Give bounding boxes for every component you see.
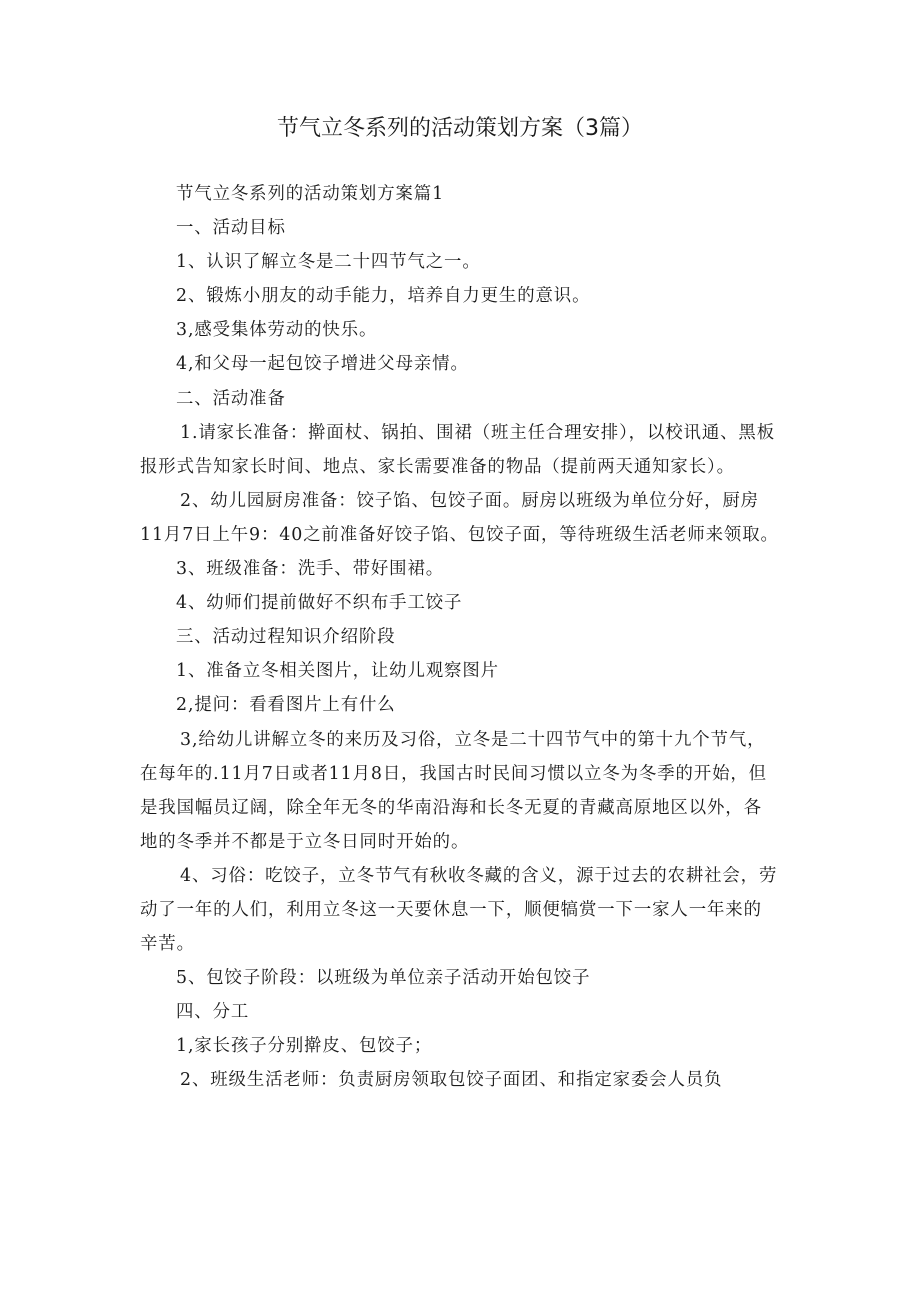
paragraph: 三、活动过程知识介绍阶段 <box>176 627 396 648</box>
paragraph: 1、准备立冬相关图片，让幼儿观察图片 <box>176 661 499 682</box>
paragraph: 2、班级生活老师：负责厨房领取包饺子面团、和指定家委会人员负 <box>180 1070 723 1091</box>
paragraph: 2、锻炼小朋友的动手能力，培养自力更生的意识。 <box>176 286 591 307</box>
paragraph: 二、活动准备 <box>176 388 286 409</box>
paragraph: 4,和父母一起包饺子增进父母亲情。 <box>176 354 469 375</box>
paragraph: 1、认识了解立冬是二十四节气之一。 <box>176 252 481 273</box>
paragraph: 5、包饺子阶段：以班级为单位亲子活动开始包饺子 <box>176 968 591 989</box>
paragraph: 3,感受集体劳动的快乐。 <box>176 320 378 341</box>
paragraph: 3,给幼儿讲解立冬的来历及习俗，立冬是二十四节气中的第十九个节气，在每年的.11月7日或者11月8日，我国古时民间习惯以立冬为冬季的开始，但是我国幅员辽阔，除全年无冬的华南沿海和长冬无夏的青藏高原地区以外，各地的冬季并不都是于立冬日同时开始的。 <box>140 729 767 852</box>
paragraph: 1.请家长准备：擀面杖、锅拍、围裙（班主任合理安排），以校讯通、黑板报形式告知家长时间、地点、家长需要准备的物品（提前两天通知家长）。 <box>140 422 775 477</box>
paragraph: 节气立冬系列的活动策划方案篇1 <box>176 184 445 204</box>
document-body <box>140 177 780 1098</box>
paragraph: 1,家长孩子分别擀皮、包饺子； <box>176 1036 433 1057</box>
paragraph: 4、习俗：吃饺子，立冬节气有秋收冬藏的含义，源于过去的农耕社会，劳动了一年的人们，利用立冬这一天要休息一下，顺便犒赏一下一家人一年来的辛苦。 <box>140 865 778 955</box>
paragraph: 4、幼师们提前做好不织布手工饺子 <box>176 593 463 614</box>
paragraph: 3、班级准备：洗手、带好围裙。 <box>176 559 445 580</box>
paragraph: 2、幼儿园厨房准备：饺子馅、包饺子面。厨房以班级为单位分好，厨房11月7日上午9：40之前准备好饺子馅、包饺子面，等待班级生活老师来领取。 <box>140 490 779 545</box>
paragraph: 2,提问：看看图片上有什么 <box>176 695 396 716</box>
document-title: 节气立冬系列的活动策划方案（3篇） <box>277 116 643 141</box>
paragraph: 一、活动目标 <box>176 218 286 239</box>
paragraph: 四、分工 <box>176 1002 250 1023</box>
